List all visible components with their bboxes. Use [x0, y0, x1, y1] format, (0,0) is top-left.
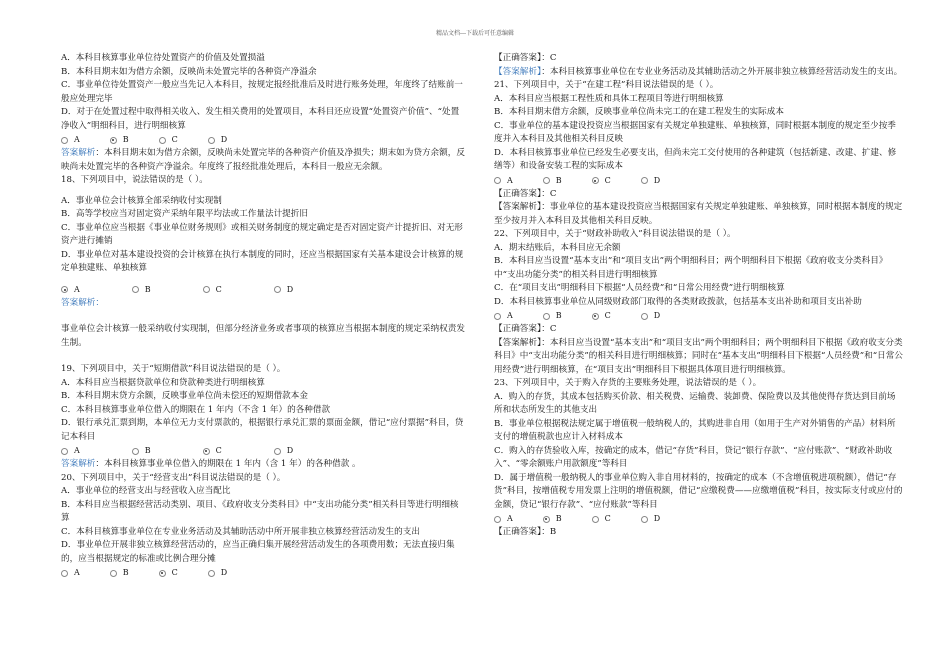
radio-icon: [641, 313, 648, 320]
radio-icon: [543, 313, 550, 320]
q17-option-b: B．本科目期末如为借方余额，反映尚未处置完毕的各种资产净溢余: [61, 66, 317, 77]
q19-analysis: 答案解析：本科目核算事业单位借入的期限在 1 年内（含 1 年）的各种借款 。: [61, 459, 361, 469]
q23-radio-a[interactable]: A: [494, 512, 513, 526]
q17-option-c: C．事业单位待处置资产一般应当先记入本科目，按规定报经批准后及时进行账务处理，年度终了结账前一般应处理完毕: [61, 80, 463, 104]
q22-radio-d[interactable]: D: [641, 309, 660, 323]
radio-checked-icon: [592, 177, 599, 184]
radio-icon: [159, 137, 166, 144]
q20-radio-b[interactable]: B: [110, 566, 129, 580]
q20-analysis: 【答案解析】：本科目核算事业单位在专业业务活动及其辅助活动之外开展非独立核算经营活动发生的支出。: [494, 66, 903, 77]
q21-option-b: B．本科目期末借方余额，反映事业单位尚未完工的在建工程发生的实际成本: [494, 107, 784, 117]
q21-option-c: C．事业单位的基本建设投资应当根据国家有关规定单独建账、单独核算，同时根据本制度的规定至少按季度并入本科目及其他相关科目反映: [494, 120, 896, 144]
q19-radio-group: [61, 444, 466, 458]
q19-radio-a[interactable]: A: [61, 444, 80, 458]
q22-radio-b[interactable]: B: [543, 309, 562, 323]
q21-analysis: 【答案解析】：事业单位的基本建设投资应当根据国家有关规定单独建账、单独核算，同时根据本制度的规定至少按月并入本科目及其他相关科目反映。: [494, 202, 903, 226]
q23-option-b: B．事业单位根据税法规定属于增值税一般纳税人的，其购进非自用（如用于生产对外销售的产品）材料所支付的增值税款也应计入材料成本: [494, 418, 896, 442]
q18-radio-c[interactable]: C: [203, 283, 222, 297]
q19-option-a: A．本科目应当根据贷款单位和贷款种类进行明细核算: [61, 377, 265, 388]
q20-option-a: A．事业单位的经营支出与经营收入应当配比: [61, 486, 231, 496]
q21-radio-b[interactable]: B: [543, 174, 562, 188]
q23-radio-c[interactable]: C: [592, 512, 611, 526]
radio-icon: [641, 516, 648, 523]
q19-option-b: B．本科目期末贷方余额，反映事业单位尚未偿还的短期借款本金: [61, 391, 308, 401]
q18-option-b: B．高等学校应当对固定资产采纳年限平均法或工作量法计提折旧: [61, 209, 308, 219]
q22-title: 22、下列项目中，关于“财政补助收入”科目说法错误的是（ ）。: [494, 229, 736, 239]
q17-analysis: 答案解析：本科目期末如为借方余额，反映尚未处置完毕的各种资产价值及净损失；期末如为贷方余额，反映尚未处置完毕的各种资产净溢余。年度终了报经批准处理后，本科目一般应无余额。: [61, 148, 465, 172]
radio-icon: [132, 448, 139, 455]
q17-radio-d[interactable]: D: [208, 133, 227, 147]
radio-icon: [61, 448, 68, 455]
radio-icon: [592, 516, 599, 523]
q18-radio-group: [61, 283, 466, 297]
q20-option-d: D．事业单位开展非独立核算经营活动的，应当正确归集开展经营活动发生的各项费用数；无法直接归集的，应当根据规定的标准或比例合理分摊: [61, 540, 455, 564]
q23-radio-b[interactable]: B: [543, 512, 562, 526]
q19-option-c: C．本科目核算事业单位借入的期限在 1 年内（不含 1 年）的各种借款: [61, 404, 331, 415]
q23-option-d: D．属于增值税一般纳税人的事业单位购入非自用材料的，按确定的成本（不含增值税进项税额），借记“存货”科目，按增值税专用发票上注明的增值税额，借记“应缴税费——应缴增值税”科目，按实际支付或应付的金额，贷记“银行存款”、“应付账款”等科目: [494, 472, 903, 510]
q20-radio-a[interactable]: A: [61, 566, 80, 580]
q23-title: 23、下列项目中，关于购入存货的主要账务处理，说法错误的是（ ）。: [494, 378, 762, 388]
radio-icon: [494, 313, 501, 320]
q22-radio-a[interactable]: A: [494, 309, 513, 323]
q20-title: 20、下列项目中，关于“经营支出”科目说法错误的是（ ）。: [61, 472, 286, 483]
radio-checked-icon: [543, 516, 550, 523]
q18-radio-d[interactable]: D: [274, 283, 293, 297]
q22-option-b: B．本科目应当设置“基本支出”和“项目支出”两个明细科目；两个明细科目下根据《政府收支分类科目》中“支出功能分类”的相关科目进行明细核算: [494, 256, 888, 280]
q18-radio-a[interactable]: A: [61, 283, 80, 297]
q18-option-a: A．事业单位会计核算全部采纳收付实现制: [61, 195, 222, 206]
q20-radio-c[interactable]: C: [159, 566, 178, 580]
q18-title: 18、下列项目中，说法错误的是（ ）。: [61, 175, 208, 185]
radio-icon: [61, 137, 68, 144]
q20-radio-d[interactable]: D: [208, 566, 227, 580]
radio-checked-icon: [61, 286, 68, 293]
radio-icon: [61, 570, 68, 577]
radio-checked-icon: [110, 137, 117, 144]
radio-icon: [110, 570, 117, 577]
q22-analysis: 【答案解析】：本科目应当设置“基本支出”和“项目支出”两个明细科目；两个明细科目下根据《政府收支分类科目》中“支出功能分类”的相关科目进行明细核算；同时在“基本支出”明细科目下根据“人员经费”和“日常公用经费”进行明细核算，在“项目支出”明细科目下根据具体项目进行明细核算。: [494, 337, 903, 375]
q19-option-d: D．银行承兑汇票到期，本单位无力支付票款的，根据银行承兑汇票的票面金额，借记“应付票据”科目，贷记本科目: [61, 418, 464, 442]
radio-icon: [208, 570, 215, 577]
q21-option-a: A．本科目应当根据工程性质和具体工程项目等进行明细核算: [494, 93, 724, 104]
q22-option-d: D．本科目核算事业单位从同级财政部门取得的各类财政拨款，包括基本支出补助和项目支出补助: [494, 296, 862, 307]
q18-option-d: D．事业单位对基本建设投资的会计核算在执行本制度的同时，还应当根据国家有关基本建设会计核算的规定单独建账、单独核算: [61, 249, 464, 273]
q21-answer: 【正确答案】：C: [494, 188, 557, 199]
radio-icon: [494, 177, 501, 184]
radio-checked-icon: [592, 313, 599, 320]
q23-option-c: C．购入的存货验收入库，按确定的成本，借记“存货”科目，贷记“银行存款”、“应付账款”、“财政补助收入”、“零余额账户用款额度”等科目: [494, 445, 893, 469]
q20-radio-group: [61, 566, 466, 580]
q21-title: 21、下列项目中，关于“在建工程”科目说法错误的是（ ）。: [494, 80, 719, 90]
q19-radio-c[interactable]: C: [203, 444, 222, 458]
q20-option-b: B．本科目应当根据经营活动类别、项目、《政府收支分类科目》中“支出功能分类”相关科目等进行明细核算: [61, 499, 459, 523]
q19-radio-b[interactable]: B: [132, 444, 151, 458]
radio-checked-icon: [159, 570, 166, 577]
radio-icon: [274, 286, 281, 293]
q19-radio-d[interactable]: D: [274, 444, 293, 458]
q22-option-c: C．在“项目支出”明细科目下根据“人员经费”和“日常公用经费”进行明细核算: [494, 283, 785, 293]
q17-radio-c[interactable]: C: [159, 133, 178, 147]
q23-radio-group: [494, 512, 904, 526]
radio-icon: [494, 516, 501, 523]
q17-option-d: D．对于在处置过程中取得相关收入、发生相关费用的处置项目，本科目还应设置“处置资产价值”、“处置净收入”明细科目，进行明细核算: [61, 107, 460, 131]
radio-icon: [641, 177, 648, 184]
page-header: 精品文档---下载后可任意编辑: [435, 30, 515, 37]
radio-icon: [203, 286, 210, 293]
q22-option-a: A．期末结账后，本科目应无余额: [494, 242, 621, 253]
radio-icon: [208, 137, 215, 144]
q19-title: 19、下列项目中，关于“短期借款”科目说法错误的是（ ）。: [61, 364, 286, 374]
q18-analysis-label: 答案解析：: [61, 297, 104, 308]
q22-answer: 【正确答案】：C: [494, 324, 557, 334]
q17-radio-b[interactable]: B: [110, 133, 129, 147]
q21-radio-a[interactable]: A: [494, 174, 513, 188]
radio-checked-icon: [203, 448, 210, 455]
q18-radio-b[interactable]: B: [132, 283, 151, 297]
q18-analysis: 事业单位会计核算一般采纳收付实现制，但部分经济业务或者事项的核算应当根据本制度的规定采纳权责发生制。: [61, 324, 465, 348]
q21-radio-d[interactable]: D: [641, 174, 660, 188]
q23-radio-d[interactable]: D: [641, 512, 660, 526]
q17-radio-group: [61, 133, 466, 147]
radio-icon: [274, 448, 281, 455]
q23-answer: 【正确答案】：B: [494, 527, 557, 537]
left-column: [61, 52, 466, 580]
q22-radio-c[interactable]: C: [592, 309, 611, 323]
right-column: [494, 52, 904, 540]
q21-radio-c[interactable]: C: [592, 174, 611, 188]
q21-radio-group: [494, 174, 904, 188]
q20-answer: 【正确答案】：C: [494, 53, 557, 63]
q21-option-d: D．本科目核算事业单位已经发生必要支出，但尚未完工交付使用的各种建筑（包括新建、改建、扩建、修缮等）和设备安装工程的实际成本: [494, 147, 897, 171]
q22-radio-group: [494, 309, 904, 323]
q17-option-a: A．本科目核算事业单位待处置资产的价值及处置损溢: [61, 53, 265, 63]
q23-option-a: A．购入的存货，其成本包括购买价款、相关税费、运输费、装卸费、保险费以及其他使得存货达到目前场所和状态所发生的其他支出: [494, 391, 896, 415]
q17-radio-a[interactable]: A: [61, 133, 80, 147]
radio-icon: [543, 177, 550, 184]
q20-option-c: C．本科目核算事业单位在专业业务活动及其辅助活动中所开展非独立核算经营活动发生的支出: [61, 526, 420, 537]
radio-icon: [132, 286, 139, 293]
q18-option-c: C．事业单位应当根据《事业单位财务规则》或相关财务制度的规定确定是否对固定资产计提折旧、对无形资产进行摊销: [61, 222, 463, 246]
